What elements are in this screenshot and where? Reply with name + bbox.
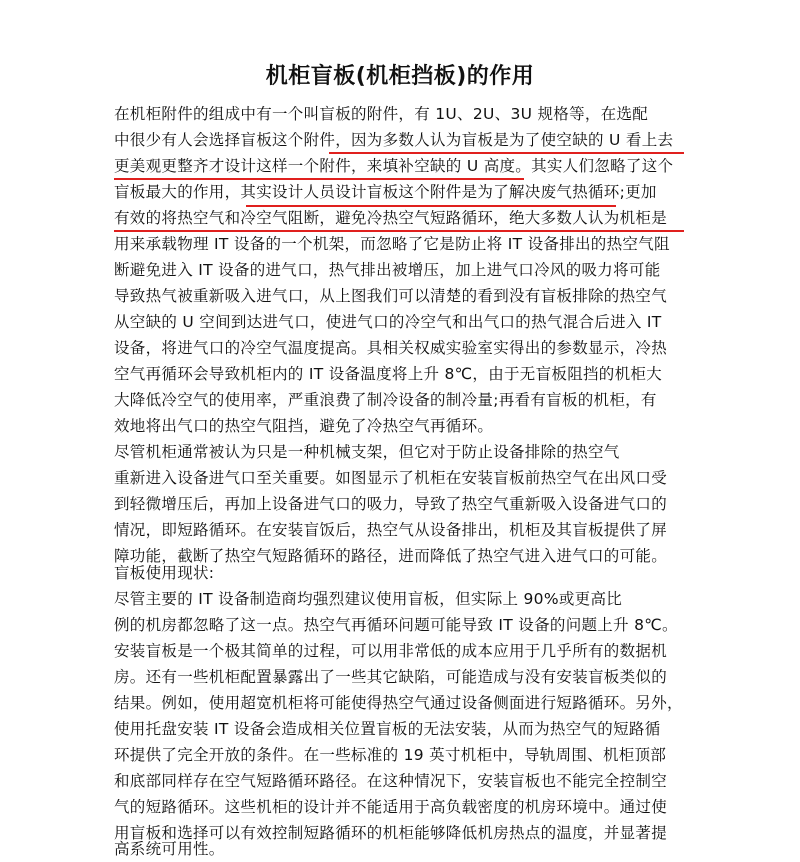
paragraph-line: 尽管机柜通常被认为只是一种机械支架，但它对于防止设备排除的热空气 <box>114 443 620 461</box>
paragraph-line: 高系统可用性。 <box>114 840 225 858</box>
paragraph-line: 和底部同样存在空气短路循环路径。在这种情况下，安装盲板也不能完全控制空 <box>114 772 668 790</box>
paragraph-line: 导致热气被重新吸入进气口，从上图我们可以清楚的看到没有盲板排除的热空气 <box>114 287 668 305</box>
section-heading: 盲板使用现状: <box>114 564 215 582</box>
paragraph-line: 用来承载物理 IT 设备的一个机架，而忽略了它是防止将 IT 设备排出的热空气阻 <box>114 235 670 253</box>
paragraph-line: 尽管主要的 IT 设备制造商均强烈建议使用盲板，但实际上 90%或更高比 <box>114 590 623 608</box>
paragraph-line: 在机柜附件的组成中有一个叫盲板的附件，有 1U、2U、3U 规格等，在选配 <box>114 105 649 123</box>
paragraph-line: 更美观更整齐才设计这样一个附件，来填补空缺的 U 高度。其实人们忽略了这个 <box>114 157 674 175</box>
paragraph-line: 情况，即短路循环。在安装盲饭后，热空气从设备排出，机柜及其盲板提供了屏 <box>114 521 668 539</box>
paragraph-line: 从空缺的 U 空间到达进气口，使进气口的冷空气和出气口的热气混合后进入 IT <box>114 313 662 331</box>
paragraph-line: 使用托盘安装 IT 设备会造成相关位置盲板的无法安装，从而为热空气的短路循 <box>114 720 661 738</box>
paragraph-line: 安装盲板是一个极其简单的过程，可以用非常低的成本应用于几乎所有的数据机 <box>114 642 668 660</box>
paragraph-line: 效地将出气口的热空气阻挡，避免了冷热空气再循环。 <box>114 417 494 435</box>
paragraph-line: 用盲板和选择可以有效控制短路循环的机柜能够降低机房热点的温度，并显著提 <box>114 824 668 842</box>
paragraph-line: 大降低冷空气的使用率，严重浪费了制冷设备的制冷量;再看有盲板的机柜，有 <box>114 391 657 409</box>
red-underline <box>114 230 684 232</box>
paragraph-line: 空气再循环会导致机柜内的 IT 设备温度将上升 8℃，由于无盲板阻挡的机柜大 <box>114 365 662 383</box>
red-underline <box>114 178 524 180</box>
paragraph-line: 断避免进入 IT 设备的进气口，热气排出被增压，加上进气口冷风的吸力将可能 <box>114 261 661 279</box>
paragraph-line: 中很少有人会选择盲板这个附件，因为多数人认为盲板是为了使空缺的 U 看上去 <box>114 131 674 149</box>
paragraph-line: 重新进入设备进气口至关重要。如图显示了机柜在安装盲板前热空气在出风口受 <box>114 469 668 487</box>
document-title: 机柜盲板(机柜挡板)的作用 <box>265 64 535 89</box>
red-underline <box>246 205 616 207</box>
paragraph-line: 例的机房都忽略了这一点。热空气再循环问题可能导致 IT 设备的问题上升 8℃。 <box>114 616 678 634</box>
paragraph-line: 房。还有一些机柜配置暴露出了一些其它缺陷，可能造成与没有安装盲板类似的 <box>114 668 668 686</box>
paragraph-line: 盲板最大的作用，其实设计人员设计盲板这个附件是为了解决废气热循环;更加 <box>114 183 657 201</box>
paragraph-line: 障功能，截断了热空气短路循环的路径，进而降低了热空气进入进气口的可能。 <box>114 547 668 565</box>
paragraph-line: 有效的将热空气和冷空气阻断，避免冷热空气短路循环，绝大多数人认为机柜是 <box>114 209 668 227</box>
paragraph-line: 环提供了完全开放的条件。在一些标准的 19 英寸机柜中，导轨周围、机柜顶部 <box>114 746 667 764</box>
red-underline <box>329 152 684 154</box>
paragraph-line: 气的短路循环。这些机柜的设计并不能适用于高负载密度的机房环境中。通过使 <box>114 798 668 816</box>
paragraph-line: 设备，将进气口的冷空气温度提高。具相关权威实验室实得出的参数显示，冷热 <box>114 339 668 357</box>
paragraph-line: 到轻微增压后，再加上设备进气口的吸力，导致了热空气重新吸入设备进气口的 <box>114 495 668 513</box>
paragraph-line: 结果。例如，使用超宽机柜将可能使得热空气通过设备侧面进行短路循环。另外， <box>114 694 683 712</box>
